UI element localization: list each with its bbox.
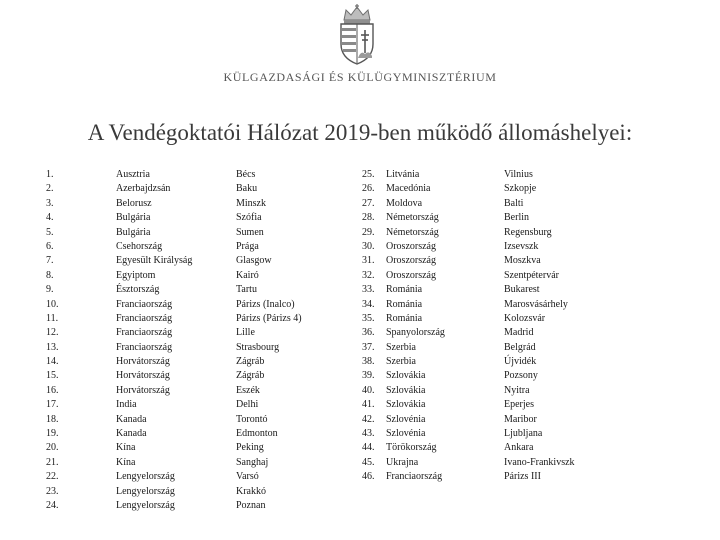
location-country: Franciaország (116, 312, 173, 324)
location-num: 44. (362, 442, 375, 454)
location-city: Baku (236, 183, 258, 195)
location-row (46, 240, 336, 254)
location-city: Sumen (236, 226, 264, 238)
location-row (46, 254, 336, 268)
location-country: Bulgária (116, 226, 151, 238)
location-city: Sanghaj (236, 456, 269, 468)
location-city: Moszkva (504, 255, 541, 267)
location-num: 7. (46, 255, 54, 267)
location-row (362, 398, 604, 412)
location-num: 1. (46, 169, 54, 180)
location-row (362, 369, 604, 383)
location-row (46, 398, 336, 412)
location-num: 36. (362, 327, 375, 339)
location-country: Németország (386, 226, 439, 238)
location-city: Strasbourg (236, 341, 280, 353)
location-city: Marosvásárhely (504, 298, 568, 310)
location-city: Balti (504, 197, 524, 209)
location-city: Zágráb (236, 370, 265, 382)
location-row (46, 441, 336, 455)
location-row (46, 427, 336, 441)
location-city: Pozsony (504, 370, 538, 382)
location-city: Újvidék (504, 356, 537, 368)
location-num: 17. (46, 399, 59, 411)
location-city: Madrid (504, 327, 534, 339)
location-row (46, 298, 336, 312)
location-row (46, 341, 336, 355)
location-row (362, 283, 604, 297)
location-country: Németország (386, 212, 439, 224)
location-country: Szlovákia (386, 384, 426, 396)
location-city: Ivano-Frankivszk (504, 456, 575, 468)
location-country: Franciaország (116, 298, 173, 310)
location-country: Szerbia (386, 356, 416, 368)
hungarian-coat-of-arms-icon (334, 4, 380, 66)
location-country: Egyesült Királyság (116, 255, 193, 267)
location-num: 27. (362, 197, 375, 209)
location-num: 39. (362, 370, 375, 382)
location-num: 34. (362, 298, 375, 310)
location-city: Berlin (504, 212, 529, 224)
location-city: Eszék (236, 384, 260, 396)
location-country: Törökország (386, 442, 437, 454)
location-row (46, 384, 336, 398)
location-country: Szlovénia (386, 428, 426, 440)
location-city: Izsevszk (504, 240, 539, 252)
location-num: 2. (46, 183, 54, 195)
location-num: 43. (362, 428, 375, 440)
location-city: Poznan (236, 499, 266, 511)
location-country: Litvánia (386, 169, 420, 180)
location-row (362, 355, 604, 369)
location-num: 32. (362, 269, 375, 281)
location-row (362, 211, 604, 225)
location-num: 3. (46, 197, 54, 209)
location-country: Horvátország (116, 370, 170, 382)
location-country: Ukrajna (386, 456, 419, 468)
location-city: Nyitra (504, 384, 530, 396)
location-row (362, 254, 604, 268)
location-row (46, 499, 336, 513)
location-num: 46. (362, 471, 375, 483)
location-num: 20. (46, 442, 59, 454)
location-num: 22. (46, 471, 59, 483)
location-country: Oroszország (386, 240, 436, 252)
location-country: Oroszország (386, 255, 436, 267)
location-row (362, 197, 604, 211)
location-country: Románia (386, 298, 423, 310)
location-row (46, 485, 336, 499)
location-row (362, 341, 604, 355)
location-row (362, 456, 604, 470)
location-country: Kanada (116, 428, 147, 440)
location-country: Lengyelország (116, 499, 175, 511)
location-city: Ljubljana (504, 428, 543, 440)
location-row (362, 427, 604, 441)
location-row (362, 168, 604, 182)
location-country: Lengyelország (116, 485, 175, 497)
location-city: Párizs (Inalco) (236, 298, 295, 310)
location-country: Horvátország (116, 384, 170, 396)
location-country: Románia (386, 284, 423, 296)
location-country: Csehország (116, 240, 163, 252)
location-row (362, 413, 604, 427)
location-city: Krakkó (236, 485, 266, 497)
location-num: 40. (362, 384, 375, 396)
location-num: 12. (46, 327, 59, 339)
location-city: Vilnius (504, 169, 533, 180)
location-row (46, 369, 336, 383)
location-row (362, 326, 604, 340)
location-num: 5. (46, 226, 54, 238)
location-num: 15. (46, 370, 59, 382)
location-city: Minszk (236, 197, 266, 209)
location-num: 45. (362, 456, 375, 468)
location-city: Torontó (236, 413, 268, 425)
location-num: 35. (362, 312, 375, 324)
location-num: 8. (46, 269, 54, 281)
location-row (46, 326, 336, 340)
location-row (362, 240, 604, 254)
location-num: 41. (362, 399, 375, 411)
location-country: Belorusz (116, 197, 152, 209)
locations-list-left (46, 168, 336, 513)
location-num: 19. (46, 428, 59, 440)
location-row (46, 182, 336, 196)
location-city: Prága (236, 240, 259, 252)
location-row (362, 226, 604, 240)
locations-list-right (362, 168, 604, 485)
ministry-name: KÜLGAZDASÁGI ÉS KÜLÜGYMINISZTÉRIUM (223, 70, 497, 84)
location-city: Bukarest (504, 284, 540, 296)
location-num: 13. (46, 341, 59, 353)
location-num: 26. (362, 183, 375, 195)
location-row (46, 470, 336, 484)
location-city: Edmonton (236, 428, 278, 440)
location-num: 4. (46, 212, 54, 224)
location-city: Tartu (236, 284, 257, 296)
location-city: Glasgow (236, 255, 272, 267)
location-country: Macedónia (386, 183, 431, 195)
location-num: 23. (46, 485, 59, 497)
location-country: Kína (116, 456, 136, 468)
location-country: Szlovákia (386, 399, 426, 411)
location-row (46, 355, 336, 369)
location-city: Szófia (236, 212, 262, 224)
location-city: Szentpétervár (504, 269, 559, 281)
location-num: 24. (46, 499, 59, 511)
location-row (362, 312, 604, 326)
location-country: Bulgária (116, 212, 151, 224)
location-num: 37. (362, 341, 375, 353)
location-country: Szerbia (386, 341, 416, 353)
location-city: Varsó (236, 471, 259, 483)
location-city: Párizs (Párizs 4) (236, 312, 302, 324)
location-row (46, 168, 336, 182)
location-country: Szlovákia (386, 370, 426, 382)
location-num: 30. (362, 240, 375, 252)
location-country: Horvátország (116, 356, 170, 368)
location-row (46, 456, 336, 470)
location-city: Kolozsvár (504, 312, 546, 324)
location-country: Egyiptom (116, 269, 156, 281)
location-row (362, 384, 604, 398)
location-row (46, 312, 336, 326)
location-country: India (116, 399, 137, 411)
location-num: 33. (362, 284, 375, 296)
location-country: Kína (116, 442, 136, 454)
location-row (46, 197, 336, 211)
location-city: Szkopje (504, 183, 537, 195)
location-row (46, 269, 336, 283)
location-num: 9. (46, 284, 54, 296)
location-num: 18. (46, 413, 59, 425)
location-city: Párizs III (504, 471, 541, 483)
location-country: Kanada (116, 413, 147, 425)
location-country: Észtország (116, 284, 160, 296)
location-num: 28. (362, 212, 375, 224)
location-num: 6. (46, 240, 54, 252)
location-city: Ankara (504, 442, 534, 454)
location-country: Franciaország (116, 327, 173, 339)
location-country: Franciaország (116, 341, 173, 353)
location-country: Lengyelország (116, 471, 175, 483)
location-city: Maribor (504, 413, 537, 425)
location-num: 29. (362, 226, 375, 238)
location-country: Románia (386, 312, 423, 324)
location-city: Belgrád (504, 341, 536, 353)
location-city: Peking (236, 442, 264, 454)
location-row (46, 283, 336, 297)
location-num: 38. (362, 356, 375, 368)
location-row (362, 298, 604, 312)
location-row (362, 441, 604, 455)
location-num: 16. (46, 384, 59, 396)
location-city: Regensburg (504, 226, 552, 238)
location-num: 42. (362, 413, 375, 425)
location-city: Delhi (236, 399, 259, 411)
location-num: 25. (362, 169, 375, 180)
location-num: 21. (46, 456, 59, 468)
location-num: 10. (46, 298, 59, 310)
location-country: Franciaország (386, 471, 443, 483)
page-title: A Vendégoktatói Hálózat 2019-ben működő állomáshelyei: (87, 120, 633, 145)
location-city: Zágráb (236, 356, 265, 368)
location-row (46, 211, 336, 225)
location-country: Oroszország (386, 269, 436, 281)
location-city: Kairó (236, 269, 259, 281)
location-num: 31. (362, 255, 375, 267)
location-city: Bécs (236, 169, 256, 180)
location-num: 11. (46, 312, 59, 324)
location-country: Szlovénia (386, 413, 426, 425)
location-city: Eperjes (504, 399, 534, 411)
location-city: Lille (236, 327, 255, 339)
location-row (362, 470, 604, 484)
location-row (362, 182, 604, 196)
location-country: Azerbajdzsán (116, 183, 171, 195)
location-country: Spanyolország (386, 327, 445, 339)
location-row (362, 269, 604, 283)
location-num: 14. (46, 356, 59, 368)
location-country: Ausztria (116, 169, 150, 180)
location-country: Moldova (386, 197, 423, 209)
location-row (46, 226, 336, 240)
location-row (46, 413, 336, 427)
